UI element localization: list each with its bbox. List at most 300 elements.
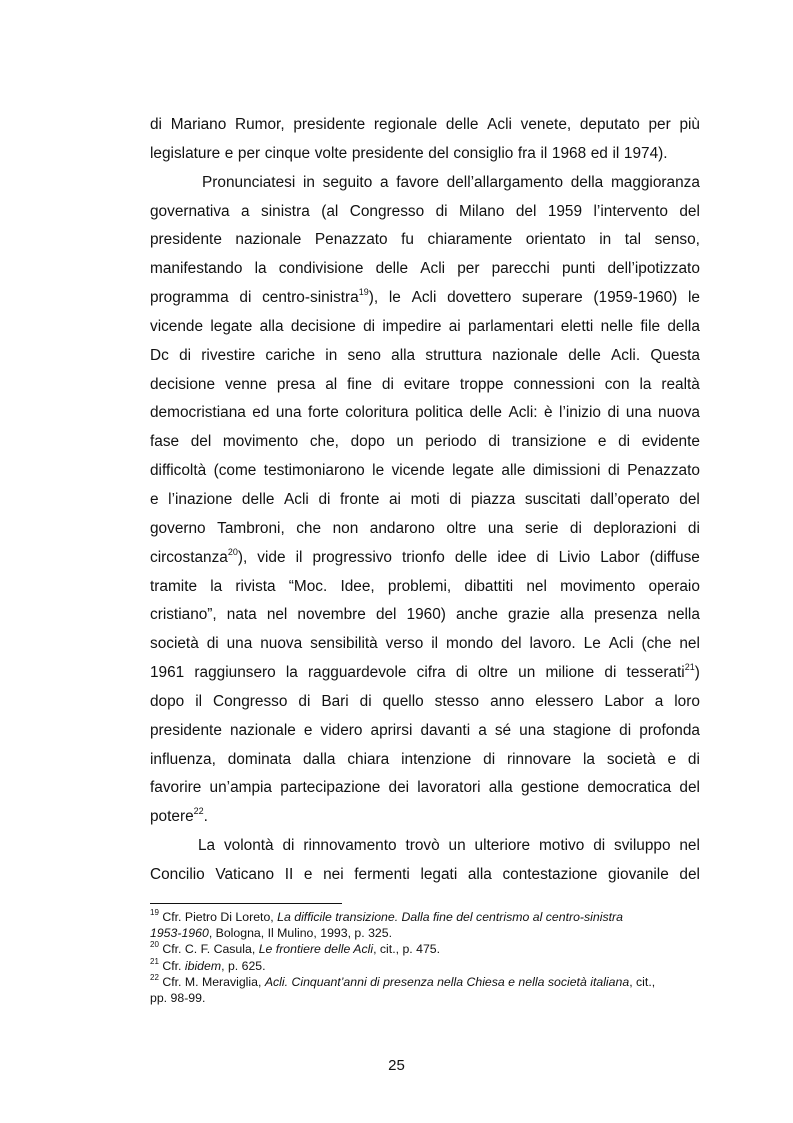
word: videro (320, 721, 363, 739)
word: società (606, 750, 656, 768)
word: lavoro. (529, 635, 576, 653)
word: di (298, 692, 311, 710)
word: struttura (425, 346, 482, 364)
word: suscitati (524, 490, 581, 508)
word: fra (517, 144, 536, 162)
footnote-title: 1953-1960 (150, 926, 209, 941)
word: l’intervento (593, 202, 668, 220)
footnote-number: 20 (150, 940, 159, 950)
word: che (296, 519, 322, 537)
footnote-text: Cfr. M. Meraviglia, (158, 974, 265, 989)
word: Idee, (340, 577, 375, 595)
word: di (282, 837, 295, 855)
word: decisione (290, 317, 356, 335)
body-line (150, 746, 700, 775)
body-line (150, 774, 700, 803)
word: sviluppo (614, 837, 671, 855)
word: Penazzato (314, 231, 388, 249)
word: un (396, 433, 414, 451)
body-line (150, 342, 700, 371)
word: la (639, 375, 652, 393)
word: e (150, 490, 159, 508)
word: democratica (587, 779, 672, 797)
word: dopo (350, 433, 385, 451)
footnote-text: Cfr. C. F. Casula, (158, 942, 259, 957)
word: alla (467, 865, 492, 883)
word: rivestire (201, 346, 256, 364)
word: Mariano (170, 116, 227, 133)
word: elessero (535, 692, 594, 710)
footnote-ref[interactable]: 21 (684, 661, 695, 672)
word: Pronunciatesi (202, 173, 296, 191)
word: la (285, 664, 298, 682)
word: rinnovamento (303, 837, 397, 855)
footnote-text: , p. 625. (221, 958, 266, 973)
word: di (435, 202, 448, 220)
word: cifra (416, 664, 446, 682)
word: nazionale (492, 346, 558, 364)
word: è (544, 404, 553, 422)
word: manifestando (150, 260, 243, 278)
word: di (604, 664, 617, 682)
word: giovanile (608, 865, 669, 883)
word: punti (561, 260, 596, 278)
word: 1968 (551, 144, 587, 162)
word: delle (568, 346, 601, 364)
word: aprirsi (370, 721, 413, 739)
body-line (150, 457, 700, 486)
word: stagione (552, 721, 612, 739)
word: potere$^{22}$. (150, 806, 208, 826)
word: Questa (650, 346, 700, 364)
word: della (667, 317, 700, 335)
word: oltre (478, 664, 508, 682)
word: dominata (227, 750, 292, 768)
footnote-number: 19 (150, 907, 159, 917)
word: seno (347, 346, 381, 364)
word: alla (391, 346, 416, 364)
word: “Moc. (288, 577, 328, 595)
word: chiaramente (427, 231, 513, 249)
word: novembre (297, 606, 366, 624)
word: Congresso (213, 692, 288, 710)
word: Bari (321, 692, 349, 710)
word: progressivo (312, 548, 392, 566)
word: Rumor, (235, 116, 285, 133)
body-line (150, 659, 700, 688)
word: di (239, 289, 252, 307)
body-line (150, 630, 700, 659)
word: Acli. (611, 346, 641, 364)
word: ed (590, 144, 608, 162)
word: tal (624, 231, 642, 249)
word: decisione (150, 375, 216, 393)
word: 1959 (547, 202, 583, 220)
footnote-ref[interactable]: 22 (193, 806, 204, 817)
body-line (150, 688, 700, 717)
word: dell’ipotizzato (607, 260, 700, 278)
word: delle (241, 490, 275, 508)
word: partecipazione (280, 779, 381, 797)
word: Acli (420, 260, 446, 278)
word: piazza (470, 490, 516, 508)
footnote-text: pp. 98-99. (150, 991, 206, 1006)
word: di (488, 433, 501, 451)
word: per (648, 116, 671, 133)
word: 1961 (150, 664, 185, 682)
word: chiara (347, 750, 390, 768)
footnote-text: Cfr. Pietro Di Loreto, (158, 910, 278, 924)
word: anno (490, 692, 525, 710)
word: centro-sinistra$^{19}$), (262, 286, 379, 307)
footnote-line (150, 990, 700, 1006)
word: anche (455, 606, 498, 624)
word: del (679, 779, 700, 797)
word: di (449, 490, 462, 508)
word: Livio (558, 548, 591, 566)
word: di (687, 519, 700, 537)
word: periodo (425, 433, 477, 451)
word: alla (559, 606, 584, 624)
footnote-text: Cfr. (158, 958, 185, 973)
word: favorire (150, 779, 202, 797)
word: (al (321, 202, 339, 220)
footnote-text: , cit., p. 475. (373, 942, 441, 957)
word: di (687, 750, 700, 768)
body-line (150, 515, 700, 544)
word: del (679, 865, 700, 883)
word: nelle (600, 317, 634, 335)
word: Dc (150, 346, 169, 364)
word: oltre (446, 519, 477, 537)
word: serie (525, 519, 559, 537)
word: di (618, 433, 631, 451)
word: davanti (420, 721, 471, 739)
word: (1959-1960) (593, 289, 678, 307)
word: Concilio (150, 865, 205, 883)
footnote-line (150, 974, 700, 990)
word: nei (323, 865, 344, 883)
word: deplorazioni (593, 519, 677, 537)
word: del (190, 433, 212, 451)
footnote-line (150, 941, 700, 957)
word: le (687, 289, 700, 307)
footnote-text: , cit., (629, 974, 656, 989)
footnotes (150, 909, 700, 1006)
word: alle (501, 462, 526, 480)
word: un (518, 664, 536, 682)
word: del (428, 144, 449, 162)
word: realtà (661, 375, 700, 393)
word: superare (521, 289, 583, 307)
word: circostanza$^{20}$), (150, 546, 248, 566)
body-line (150, 255, 700, 284)
word: moti (410, 490, 440, 508)
footnote-ref[interactable]: 19 (358, 286, 369, 297)
word: (come (213, 462, 257, 480)
word: di (206, 635, 219, 653)
body-line (150, 544, 700, 573)
footnote-separator (150, 903, 342, 904)
word: stesso (434, 692, 480, 710)
body-line (150, 803, 700, 832)
body-line (150, 573, 700, 602)
word: presenza (594, 606, 658, 624)
word: il (295, 548, 303, 566)
word: movimento (222, 433, 299, 451)
word: tramite (150, 577, 198, 595)
word: il (540, 144, 548, 162)
word: Vaticano (215, 865, 275, 883)
word: la (254, 260, 267, 278)
word: connessioni (513, 375, 595, 393)
word: condivisione (278, 260, 364, 278)
word: fronte (340, 490, 380, 508)
word: le (388, 289, 401, 307)
word: della (570, 173, 604, 191)
footnote-text: , Bologna, Il Mulino, 1993, p. 325. (208, 926, 393, 941)
word: una (226, 635, 253, 653)
word: nazionale (229, 721, 296, 739)
word: Acli (487, 116, 512, 133)
word: volte (314, 144, 348, 162)
word: dalla (302, 750, 336, 768)
word: Acli (411, 289, 437, 307)
word: dopo (150, 692, 185, 710)
word: sinistra (261, 202, 310, 220)
word: delle (469, 404, 502, 422)
word: di (150, 116, 162, 133)
word: fase (150, 433, 180, 451)
word: una (275, 404, 302, 422)
word: evitare (403, 375, 450, 393)
word: a (654, 692, 664, 710)
word: raggiunsero (194, 664, 276, 682)
word: a (241, 202, 250, 220)
word: testimoniarono (263, 462, 365, 480)
word: 1960) (406, 606, 446, 624)
word: nazionale (235, 231, 302, 249)
word: delle (454, 548, 488, 566)
body-line (150, 601, 700, 630)
word: di (455, 664, 468, 682)
body-line (150, 111, 700, 140)
word: fermenti (354, 865, 410, 883)
body-line (150, 428, 700, 457)
word: andarono (369, 519, 435, 537)
word: del (501, 635, 522, 653)
word: intenzione (401, 750, 472, 768)
body-line (150, 861, 700, 890)
word: mondo (446, 635, 494, 653)
footnote-title: ibidem (184, 958, 222, 973)
word: vicende (150, 317, 204, 335)
word: di (619, 721, 632, 739)
word: che, (309, 433, 339, 451)
word: profonda (639, 721, 700, 739)
word: il (431, 635, 439, 653)
word: di (359, 692, 372, 710)
word: influenza, (150, 750, 216, 768)
body-line (150, 371, 700, 400)
word: in (302, 173, 315, 191)
word: (diffuse (649, 548, 700, 566)
word: vide (257, 548, 286, 566)
word: al (325, 375, 338, 393)
body-line (150, 313, 700, 342)
body-text (150, 111, 700, 890)
word: tesserati$^{21}$) (626, 661, 700, 682)
body-line (150, 226, 700, 255)
word: contestazione (502, 865, 598, 883)
word: Acli (284, 490, 309, 508)
word: trovò (405, 837, 440, 855)
word: Acli (608, 635, 634, 653)
word: eletti (560, 317, 594, 335)
word: alla (488, 779, 513, 797)
word: forte (308, 404, 339, 422)
word: senso, (654, 231, 700, 249)
body-line (150, 284, 700, 313)
word: governativa (150, 202, 230, 220)
word: una (519, 721, 545, 739)
word: legate (452, 462, 494, 480)
word: favore (396, 173, 439, 191)
word: e (303, 865, 313, 883)
word: volontà (223, 837, 274, 855)
word: legate (210, 317, 253, 335)
word: ulteriore (474, 837, 531, 855)
word: nata (226, 606, 257, 624)
word: del (679, 202, 700, 220)
word: quello (382, 692, 424, 710)
word: dovettero (447, 289, 512, 307)
word: la (210, 577, 223, 595)
word: file (640, 317, 661, 335)
word: e (667, 750, 677, 768)
word: per (457, 260, 480, 278)
body-line (150, 832, 700, 861)
word: legati (420, 865, 458, 883)
word: a (379, 173, 389, 191)
word: parecchi (491, 260, 550, 278)
word: Labor (600, 548, 640, 566)
word: con (604, 375, 630, 393)
body-line (150, 198, 700, 227)
word: consiglio (453, 144, 514, 162)
word: dell’allargamento (446, 173, 564, 191)
word: di (483, 750, 496, 768)
body-line (150, 717, 700, 746)
word: di (381, 375, 394, 393)
word: trionfo (402, 548, 445, 566)
word: le (372, 462, 385, 480)
word: di (179, 346, 192, 364)
word: Tambroni, (217, 519, 285, 537)
word: orientato (525, 231, 586, 249)
footnote-number: 21 (150, 956, 159, 966)
word: cristiano”, (150, 606, 217, 624)
word: in (599, 231, 612, 249)
word: nuova (260, 635, 303, 653)
word: di (607, 404, 620, 422)
word: a (478, 721, 487, 739)
word: dall’operato (590, 490, 670, 508)
word: delle (375, 260, 409, 278)
word: motivo (538, 837, 585, 855)
word: fine (347, 375, 372, 393)
word: presidente (293, 116, 366, 133)
word: e (303, 721, 313, 739)
footnote-line (150, 909, 700, 925)
word: La (198, 837, 216, 855)
word: nel (679, 837, 700, 855)
word: programma (150, 289, 229, 307)
word: di (536, 548, 549, 566)
word: Labor (604, 692, 644, 710)
word: rinnovare (506, 750, 572, 768)
word: Milano (459, 202, 505, 220)
word: parlamentari (467, 317, 554, 335)
word: nel (679, 635, 700, 653)
word: seguito (322, 173, 373, 191)
word: ed (252, 404, 270, 422)
word: presidente (150, 231, 222, 249)
word: grazie (507, 606, 550, 624)
footnote-title: La difficile transizione. Dalla fine del centrismo al centro-sinistra (277, 910, 623, 924)
word: società (150, 635, 199, 653)
word: sensibilità (310, 635, 378, 653)
word: l’inizio (559, 404, 601, 422)
body-line (150, 140, 700, 169)
word: di (607, 462, 620, 480)
word: nel (266, 606, 288, 624)
word: venete, (520, 116, 572, 133)
word: in (325, 346, 338, 364)
word: di (363, 317, 376, 335)
footnote-title: Acli. Cinquant’anni di presenza nella Chiesa e nella società italiana (264, 974, 630, 989)
word: difficoltà (150, 462, 207, 480)
word: deputato (579, 116, 640, 133)
footnote-line (150, 958, 700, 974)
word: sé (494, 721, 512, 739)
word: del (375, 606, 397, 624)
word: di (318, 490, 331, 508)
word: l’inazione (168, 490, 233, 508)
word: (che (641, 635, 672, 653)
word: loro (674, 692, 700, 710)
footnote-line (150, 925, 700, 941)
word: milione (545, 664, 595, 682)
word: rivista (235, 577, 276, 595)
page-number: 25 (388, 1057, 405, 1074)
word: il (612, 144, 620, 162)
word: e (597, 433, 607, 451)
word: di (593, 837, 606, 855)
body-line (150, 399, 700, 428)
footnote-ref[interactable]: 20 (227, 546, 238, 557)
footnote-number: 22 (150, 972, 159, 982)
word: nuova (658, 404, 700, 422)
word: presidente (351, 144, 424, 162)
word: idee (497, 548, 527, 566)
word: il (195, 692, 203, 710)
word: più (679, 116, 700, 133)
word: presidente (150, 721, 222, 739)
word: coloritura (345, 404, 409, 422)
word: transizione (511, 433, 587, 451)
word: cinque (264, 144, 311, 162)
